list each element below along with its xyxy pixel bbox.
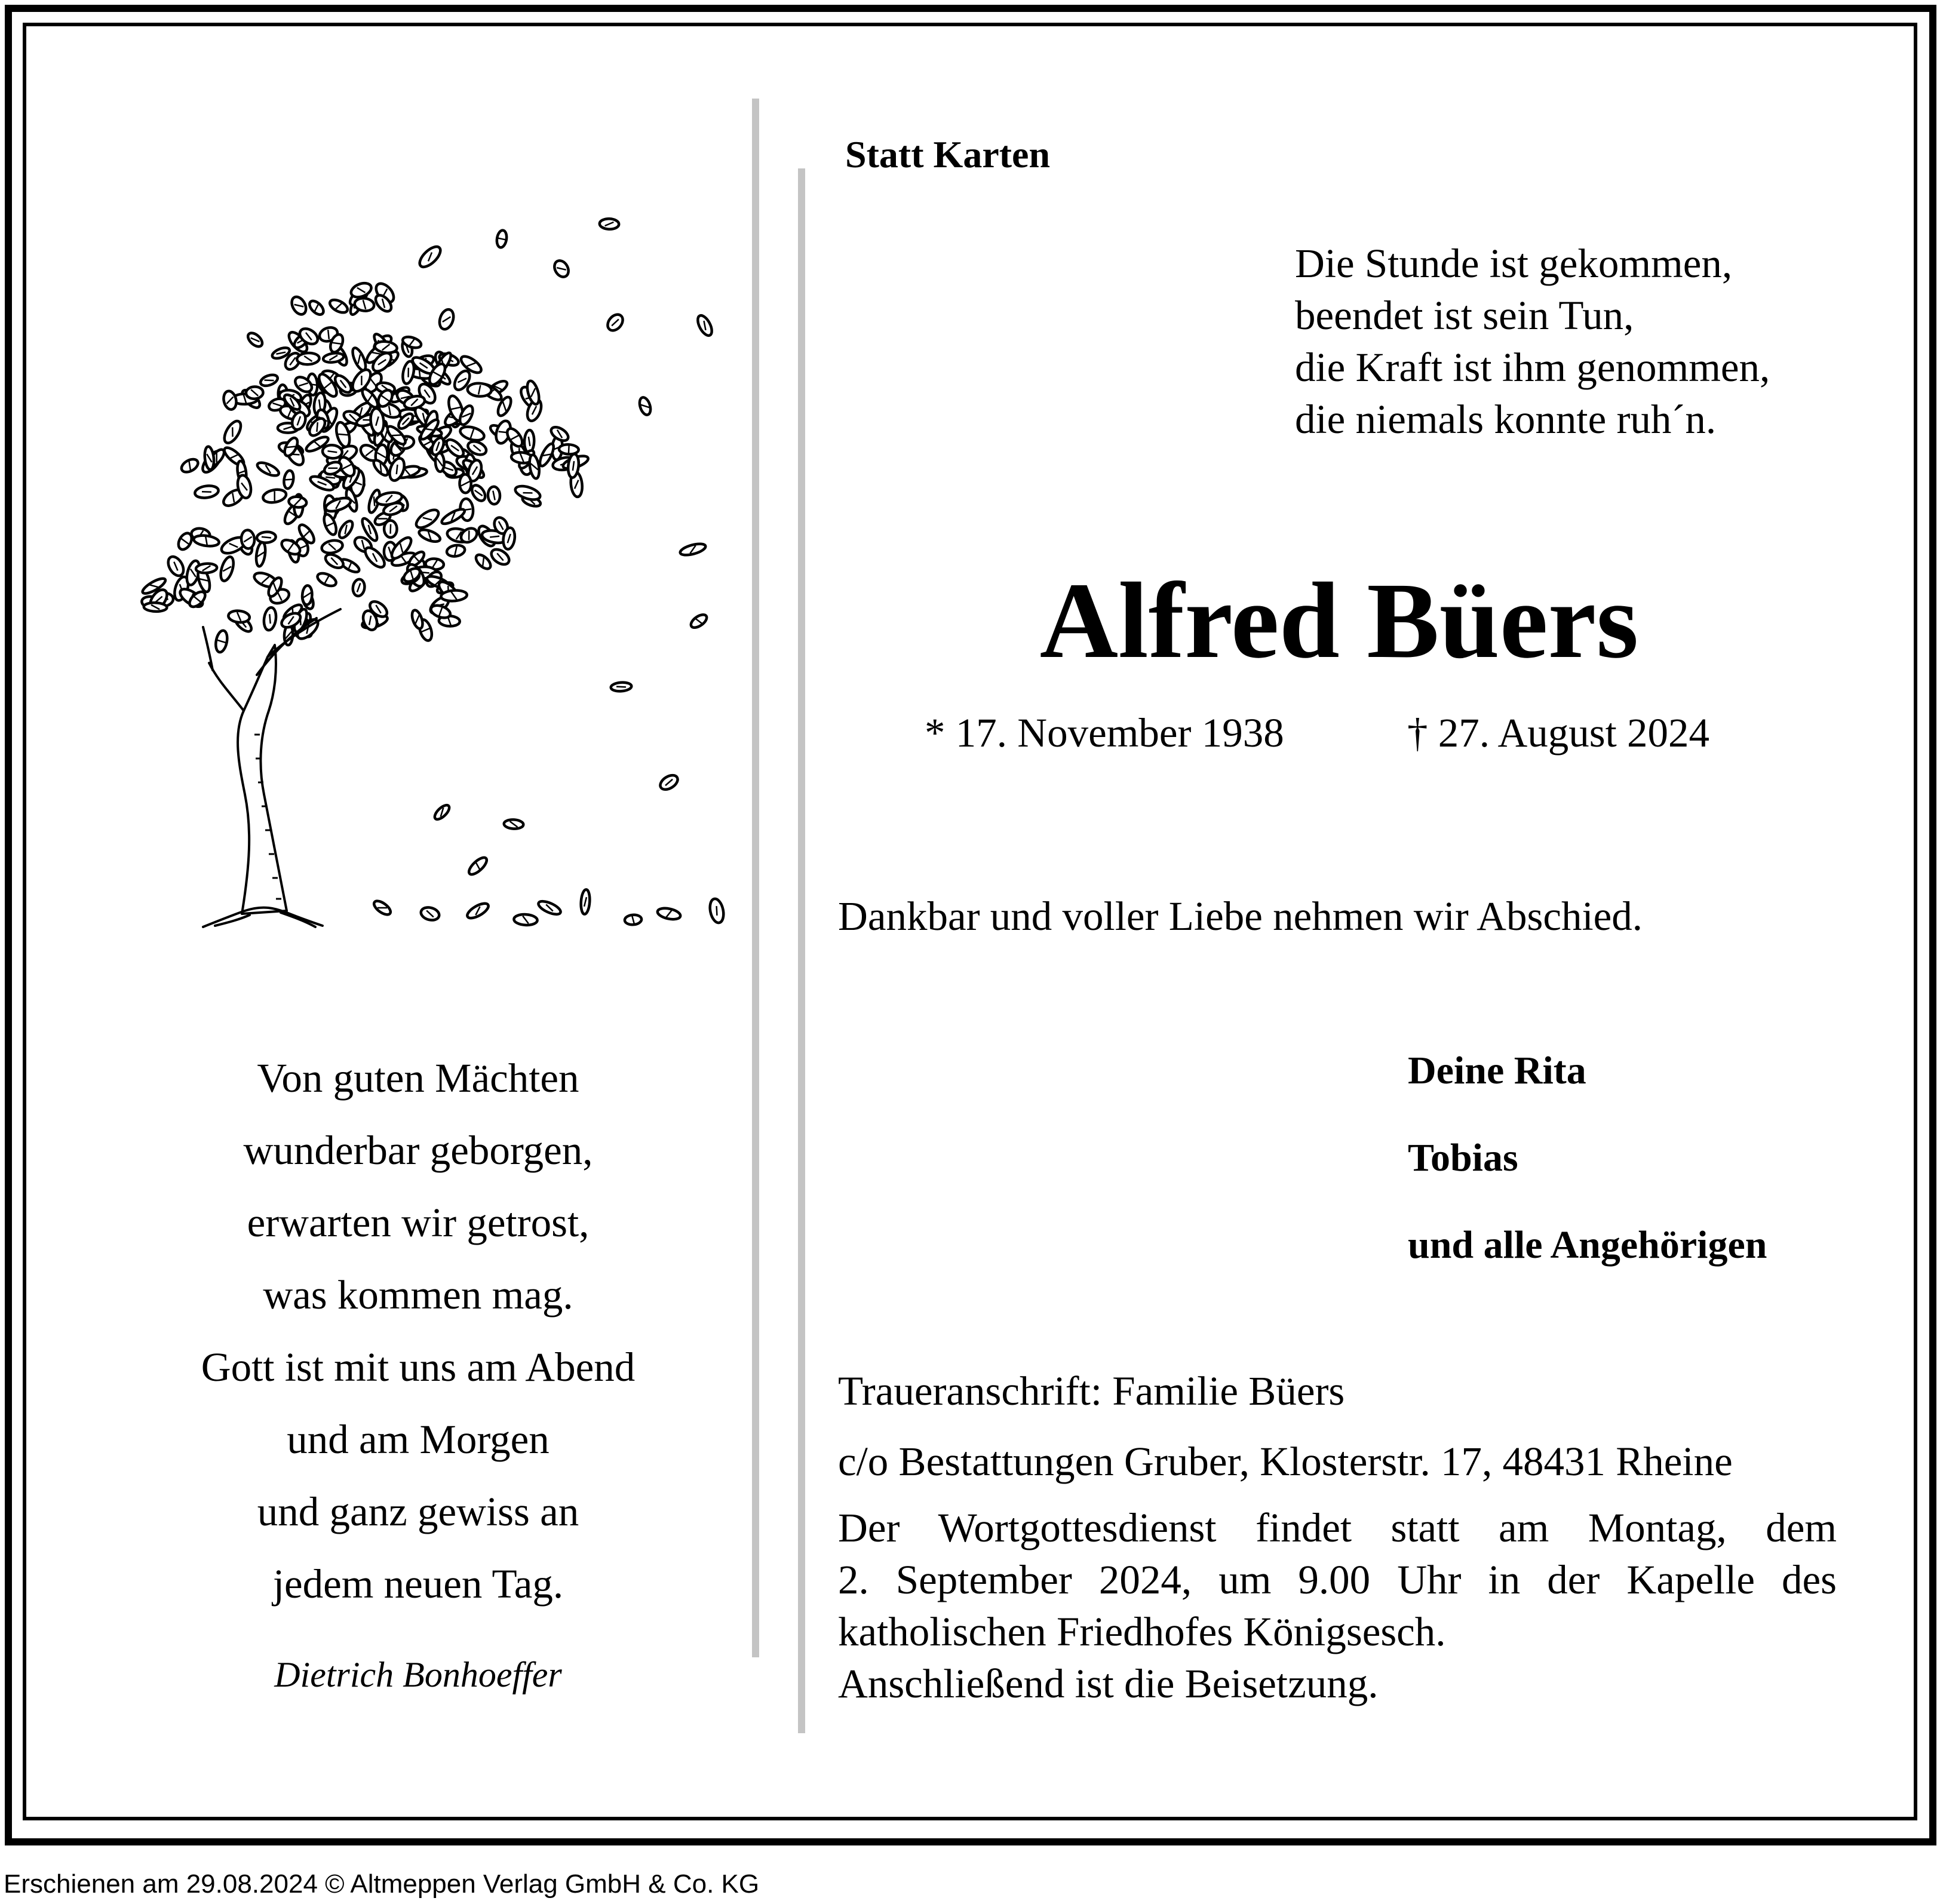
service-line: 2. September 2024, um 9.00 Uhr in der Kapelle des xyxy=(838,1557,1837,1602)
service-line: Der Wortgottesdienst findet statt am Montag, dem xyxy=(838,1505,1837,1550)
publication-footer: Erschienen am 29.08.2024 © Altmeppen Verlag GmbH & Co. KG xyxy=(4,1869,760,1899)
address-line: c/o Bestattungen Gruber, Klosterstr. 17, 48431 Rheine xyxy=(838,1439,1733,1484)
poem-line: beendet ist sein Tun, xyxy=(1295,293,1634,338)
quote-line: erwarten wir getrost, xyxy=(247,1200,590,1245)
address-line: Traueranschrift: Familie Büers xyxy=(838,1368,1345,1414)
quote-author: Dietrich Bonhoeffer xyxy=(274,1655,562,1694)
bonhoeffer-quote xyxy=(137,1042,699,1620)
poem-line: die niemals konnte ruh´n. xyxy=(1295,397,1717,442)
service-line: Anschließend ist die Beisetzung. xyxy=(838,1661,1379,1706)
signer-name: Tobias xyxy=(1408,1136,1518,1180)
divider-line-left xyxy=(752,99,759,1657)
opening-poem xyxy=(1295,238,1770,446)
poem-line: die Kraft ist ihm genommen, xyxy=(1295,345,1770,390)
farewell-text: Dankbar und voller Liebe nehmen wir Abschied. xyxy=(838,893,1643,939)
windblown-tree-icon xyxy=(96,197,741,956)
quote-line: Von guten Mächten xyxy=(257,1055,579,1101)
quote-line: was kommen mag. xyxy=(263,1272,573,1318)
divider-line-right xyxy=(798,168,805,1733)
service-line: katholischen Friedhofes Königsesch. xyxy=(838,1609,1446,1654)
statt-karten-heading: Statt Karten xyxy=(845,133,1051,176)
signers-list xyxy=(1408,1027,1767,1289)
deceased-name: Alfred Büers xyxy=(1039,561,1639,681)
signer-name: Deine Rita xyxy=(1408,1049,1586,1092)
quote-line: und ganz gewiss an xyxy=(257,1489,579,1534)
poem-line: Die Stunde ist gekommen, xyxy=(1295,241,1733,286)
quote-line: wunderbar geborgen, xyxy=(243,1128,593,1173)
quote-line: und am Morgen xyxy=(287,1417,550,1462)
signer-name: und alle Angehörigen xyxy=(1408,1223,1767,1267)
quote-line: jedem neuen Tag. xyxy=(272,1561,564,1607)
birth-date: * 17. November 1938 xyxy=(925,710,1284,756)
quote-line: Gott ist mit uns am Abend xyxy=(201,1344,636,1390)
mourning-address xyxy=(838,1356,1733,1497)
service-announcement xyxy=(838,1502,1837,1710)
death-date: † 27. August 2024 xyxy=(1407,710,1710,756)
